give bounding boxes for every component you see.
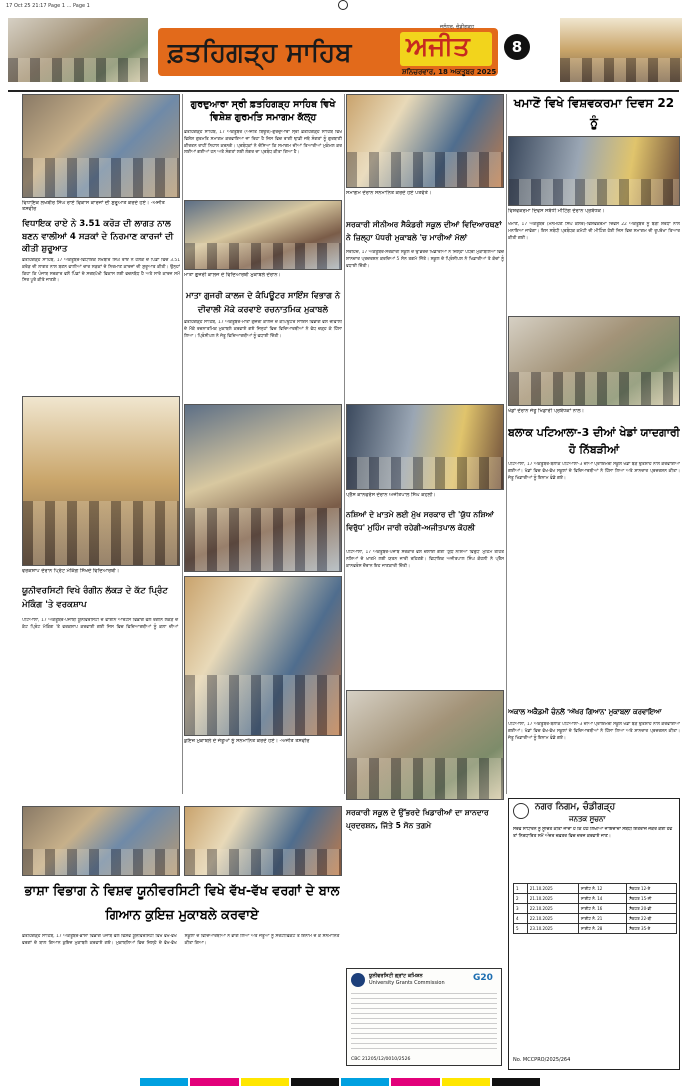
caption-block-sports: ਖੇਡਾਂ ਦੌਰਾਨ ਜੇਤੂ ਖਿਡਾਰੀ ਪ੍ਰਬੰਧਕਾਂ ਨਾਲ। [508,408,585,414]
table-row: 4 22.10.2025 ਸਾਈਟ ਨੰ. 21 ਸੈਕਟਰ 22-ਬੀ [514,914,677,924]
photo-mla-roads [22,94,180,198]
photo-quiz-hall [22,806,180,876]
article-computer-dept: ਫ਼ਤਹਿਗੜ੍ਹ ਸਾਹਿਬ, 17 ਅਕਤੂਬਰ-ਮਾਤਾ ਗੁਜਰੀ ਕਾਲਜ ਦੇ ਕੰਪਿਊਟਰ ਸਾਇੰਸ ਵਿਭਾਗ ਵਲੋਂ ਦੀਵਾਲੀ ਦੇ ਮੌਕੇ ਰਚਨਾਤਮਿਕ ਮੁਕਾਬਲੇ ਕਰਵਾਏ ਗਏ ਜਿਨ੍ਹਾਂ ਵਿਚ ਵਿਦਿਆਰਥੀਆਂ ਨੇ ਵੱਧ ਚੜ੍ਹ ਕੇ ਹਿੱਸਾ ਲਿਆ। ਪ੍ਰਿੰਸੀਪਲ ਨੇ ਜੇਤੂ ਵਿਦਿਆਰਥੀਆਂ ਨੂੰ ਵਧਾਈ ਦਿੱਤੀ। [184,320,342,339]
caption-printmaking: ਵਰਕਸ਼ਾਪ ਦੌਰਾਨ ਪ੍ਰਿੰਟ ਮੇਕਿੰਗ ਸਿੱਖਦੇ ਵਿਦਿਆਰਥੀ। [22,568,120,574]
article-gurmat-samagam: ਫ਼ਤਹਿਗੜ੍ਹ ਸਾਹਿਬ, 17 ਅਕਤੂਬਰ (ਅਜੀਤ ਬਿਊਰੋ)-ਗੁਰਦੁਆਰਾ ਸ੍ਰੀ ਫ਼ਤਹਿਗੜ੍ਹ ਸਾਹਿਬ ਵਿਖੇ ਵਿਸ਼ੇਸ਼ ਗੁਰਮਤਿ ਸਮਾਗਮ ਕਰਵਾਇਆ ਜਾ ਰਿਹਾ ਹੈ ਜਿਸ ਵਿਚ ਰਾਗੀ ਢਾਡੀ ਜਥੇ ਸੰਗਤਾਂ ਨੂੰ ਗੁਰਬਾਣੀ ਕੀਰਤਨ ਰਾਹੀਂ ਨਿਹਾਲ ਕਰਨਗੇ। ਪ੍ਰਬੰਧਕਾਂ ਨੇ ਦੱਸਿਆ ਕਿ ਸਮਾਗਮ ਦੀਆਂ ਤਿਆਰੀਆਂ ਮੁਕੰਮਲ ਕਰ ਲਈਆਂ ਗਈਆਂ ਹਨ ਅਤੇ ਸੰਗਤਾਂ ਲਈ ਲੰਗਰ ਦਾ ਪ੍ਰਬੰਧ ਕੀਤਾ ਗਿਆ ਹੈ। [184,130,342,156]
ugc-footer: CBC 21205/12/0010/2526 [351,1057,411,1062]
edition-line: ਜਲੰਧਰ, ਚੰਡੀਗੜ੍ਹ [440,24,475,30]
masthead [0,12,687,90]
headline-computer-dept: ਮਾਤਾ ਗੁਜਰੀ ਕਾਲਜ ਦੇ ਕੰਪਿਊਟਰ ਸਾਇੰਸ ਵਿਭਾਗ ਨੇ ਦੀਵਾਲੀ ਮੌਕੇ ਕਰਵਾਏ ਰਚਨਾਤਮਿਕ ਮੁਕਾਬਲੇ [185,290,341,314]
ugc-ad-text [351,993,497,1053]
mc-public-notice [508,798,680,1070]
photo-block-sports [508,316,680,406]
photo-college-students [184,200,342,270]
page-number: 8 [504,34,530,60]
photo-school-athletes [346,690,504,800]
headline-printmaking: ਯੂਨੀਵਰਸਿਟੀ ਵਿਖੇ ਰੰਗੀਨ ਲੱਕੜ ਦੇ ਕੱਟ ਪ੍ਰਿੰਟ ਮੇਕਿੰਗ 'ਤੇ ਵਰਕਸ਼ਾਪ [22,586,168,610]
ugc-emblem-icon [351,973,365,987]
article-mla-roads: ਫ਼ਤਹਿਗੜ੍ਹ ਸਾਹਿਬ, 17 ਅਕਤੂਬਰ-ਵਿਧਾਇਕ ਲਖਬੀਰ ਸਿੰਘ ਰਾਏ ਨੇ ਹਲਕੇ ਦੇ ਪਿੰਡਾਂ ਵਿਚ 3.51 ਕਰੋੜ ਦੀ ਲਾਗਤ ਨਾਲ ਬਣਨ ਵਾਲੀਆਂ ਚਾਰ ਸੜਕਾਂ ਦੇ ਨਿਰਮਾਣ ਕਾਰਜਾਂ ਦੀ ਸ਼ੁਰੂਆਤ ਕੀਤੀ। ਉਨ੍ਹਾਂ ਕਿਹਾ ਕਿ ਪੰਜਾਬ ਸਰਕਾਰ ਵਲੋਂ ਪਿੰਡਾਂ ਦੇ ਸਰਬਪੱਖੀ ਵਿਕਾਸ ਲਈ ਵਚਨਬੱਧ ਹੈ ਅਤੇ ਸਾਰੇ ਕਾਰਜ ਸਮੇਂ ਸਿਰ ਪੂਰੇ ਕੀਤੇ ਜਾਣਗੇ। [22,258,180,284]
column-rule [344,94,345,794]
photo-press-conference [346,404,504,490]
photo-quiz-winners [184,806,342,876]
article-akal-academy: ਪਟਿਆਲਾ, 17 ਅਕਤੂਬਰ-ਬਲਾਕ ਪਟਿਆਲਾ-3 ਦੀਆਂ ਪ੍ਰਾਇਮਰੀ ਸਕੂਲ ਖੇਡਾਂ ਬੜੇ ਉਤਸ਼ਾਹ ਨਾਲ ਕਰਵਾਈਆਂ ਗਈਆਂ। ਖੇਡਾਂ ਵਿਚ ਵੱਖ-ਵੱਖ ਸਕੂਲਾਂ ਦੇ ਵਿਦਿਆਰਥੀਆਂ ਨੇ ਹਿੱਸਾ ਲਿਆ ਅਤੇ ਸ਼ਾਨਦਾਰ ਪ੍ਰਦਰਸ਼ਨ ਕੀਤਾ। ਜੇਤੂ ਖਿਡਾਰੀਆਂ ਨੂੰ ਇਨਾਮ ਵੰਡੇ ਗਏ। [508,722,680,741]
g20-badge: G20 [473,973,493,983]
masthead-rule [8,90,679,92]
photo-felicitation [346,94,504,188]
table-row: 2 21.10.2025 ਸਾਈਟ ਨੰ. 14 ਸੈਕਟਰ 15-ਸੀ [514,894,677,904]
table-row: 5 23.10.2025 ਸਾਈਟ ਨੰ. 28 ਸੈਕਟਰ 35-ਏ [514,924,677,934]
headline-school-athletes: ਸਰਕਾਰੀ ਸਕੂਲ ਦੇ ਉੱਭਰਦੇ ਖਿਡਾਰੀਆਂ ਦਾ ਸ਼ਾਨਦਾਰ ਪ੍ਰਦਰਸ਼ਨ, ਜਿੱਤੇ 5 ਸੋਨ ਤਗਮੇ [346,808,489,830]
notice-org: ਨਗਰ ਨਿਗਮ, ਚੰਡੀਗੜ੍ਹ [535,802,616,812]
headline-language-dept: ਭਾਸ਼ਾ ਵਿਭਾਗ ਨੇ ਵਿਸ਼ਵ ਯੂਨੀਵਰਸਿਟੀ ਵਿਖੇ ਵੱਖ-ਵੱਖ ਵਰਗਾਂ ਦੇ ਬਾਲ ਗਿਆਨ ਕੁਇਜ਼ ਮੁਕਾਬਲੇ ਕਰਵਾਏ [24,884,340,923]
caption-college: ਮਾਤਾ ਗੁਜਰੀ ਕਾਲਜ ਦੇ ਵਿਦਿਆਰਥੀ ਮੁਕਾਬਲੇ ਦੌਰਾਨ। [184,272,281,278]
mc-emblem-icon [513,803,529,819]
masthead-gurdwara-photo [8,18,148,82]
caption-felicitation: ਸਮਾਗਮ ਦੌਰਾਨ ਸਨਮਾਨਿਤ ਕਰਦੇ ਹੋਏ ਪਤਵੰਤੇ। [346,190,432,196]
print-color-bar [140,1078,540,1086]
article-language-dept: ਫ਼ਤਹਿਗੜ੍ਹ ਸਾਹਿਬ, 17 ਅਕਤੂਬਰ-ਭਾਸ਼ਾ ਵਿਭਾਗ ਪੰਜਾਬ ਵਲੋਂ ਵਿਸ਼ਵ ਯੂਨੀਵਰਸਿਟੀ ਵਿਖੇ ਵੱਖ-ਵੱਖ ਵਰਗਾਂ ਦੇ ਬਾਲ ਗਿਆਨ ਕੁਇਜ਼ ਮੁਕਾਬਲੇ ਕਰਵਾਏ ਗਏ। ਮੁਕਾਬਲਿਆਂ ਵਿਚ ਜ਼ਿਲ੍ਹੇ ਦੇ ਵੱਖ-ਵੱਖ ਸਕੂਲਾਂ ਦੇ ਵਿਦਿਆਰਥੀਆਂ ਨੇ ਭਾਗ ਲਿਆ ਅਤੇ ਜੇਤੂਆਂ ਨੂੰ ਸਰਟੀਫਿਕੇਟ ਤੇ ਇਨਾਮ ਦੇ ਕੇ ਸਨਮਾਨਿਤ ਕੀਤਾ ਗਿਆ। [22,934,340,946]
article-girls-students: ਸਰਹਿੰਦ, 17 ਅਕਤੂਬਰ-ਸਰਕਾਰੀ ਸਕੂਲ ਦੇ ਉੱਭਰਦੇ ਖਿਡਾਰੀਆਂ ਨੇ ਜ਼ਿਲ੍ਹਾ ਪੱਧਰੀ ਮੁਕਾਬਲਿਆਂ ਵਿਚ ਸ਼ਾਨਦਾਰ ਪ੍ਰਦਰਸ਼ਨ ਕਰਦਿਆਂ 5 ਸੋਨ ਤਗਮੇ ਜਿੱਤੇ। ਸਕੂਲ ਦੇ ਪ੍ਰਿੰਸੀਪਲ ਨੇ ਖਿਡਾਰੀਆਂ ਤੇ ਕੋਚਾਂ ਨੂੰ ਵਧਾਈ ਦਿੱਤੀ। [346,250,504,269]
headline-drugs-campaign: ਨਸ਼ਿਆਂ ਦੇ ਖ਼ਾਤਮੇ ਲਈ ਮੁੱਖ ਸਰਕਾਰ ਦੀ 'ਯੁੱਧ ਨਸ਼ਿਆਂ ਵਿਰੁੱਧ' ਮੁਹਿੰਮ ਜਾਰੀ ਰਹੇਗੀ-ਅਜੀਤਪਾਲ ਕੋਹਲੀ [346,510,494,532]
article-vishwakarma: ਖਮਾਣੋਂ, 17 ਅਕਤੂਬਰ (ਮਨਮੋਹਣ ਸਿੰਘ ਕਲੇਰ)-ਵਿਸ਼ਵਕਰਮਾ ਦਿਵਸ 22 ਅਕਤੂਬਰ ਨੂੰ ਬੜੀ ਸ਼ਰਧਾ ਨਾਲ ਮਨਾਇਆ ਜਾਵੇਗਾ। ਇਸ ਸਬੰਧੀ ਪ੍ਰਬੰਧਕ ਕਮੇਟੀ ਦੀ ਮੀਟਿੰਗ ਹੋਈ ਜਿਸ ਵਿਚ ਸਮਾਗਮ ਦੀ ਰੂਪਰੇਖਾ ਤਿਆਰ ਕੀਤੀ ਗਈ। [508,222,680,241]
ugc-advertisement [346,968,502,1066]
photo-punjabi-university [184,576,342,736]
table-row: 3 22.10.2025 ਸਾਈਟ ਨੰ. 16 ਸੈਕਟਰ 20-ਡੀ [514,904,677,914]
caption-university: ਕੁਇਜ਼ ਮੁਕਾਬਲੇ ਦੇ ਜੇਤੂਆਂ ਨੂੰ ਸਨਮਾਨਿਤ ਕਰਦੇ ਹੋਏ। -ਅਜੀਤ ਤਸਵੀਰ [184,738,310,744]
caption-press: ਪ੍ਰੈੱਸ ਕਾਨਫਰੰਸ ਦੌਰਾਨ ਅਜੀਤਪਾਲ ਸਿੰਘ ਕੋਹਲੀ। [346,492,436,498]
column-rule [506,94,507,794]
notice-table [513,883,677,934]
headline-block-sports: ਬਲਾਕ ਪਟਿਆਲਾ-3 ਦੀਆਂ ਖੇਡਾਂ ਯਾਦਗਾਰੀ ਹੋ ਨਿੱਬੜੀਆਂ [508,426,680,456]
notice-title: ਜਨਤਕ ਸੂਚਨਾ [569,815,606,823]
notice-intro: ਸਰਵ ਸਾਧਾਰਨ ਨੂੰ ਸੂਚਿਤ ਕੀਤਾ ਜਾਂਦਾ ਹੈ ਕਿ ਹੇਠ ਲਿਖੀਆਂ ਜਾਇਦਾਦਾਂ ਸਬੰਧੀ ਇਤਰਾਜ਼ ਜੇਕਰ ਕੋਈ ਹੋਵੇ ਤਾਂ ਨਿਰਧਾਰਿਤ ਸਮੇਂ ਅੰਦਰ ਦਫ਼ਤਰ ਵਿਚ ਦਰਜ ਕਰਵਾਏ ਜਾਣ। [513,827,673,839]
table-row: 1 21.10.2025 ਸਾਈਟ ਨੰ. 12 ਸੈਕਟਰ 12-ਏ [514,884,677,894]
caption-vishwakarma: ਵਿਸ਼ਵਕਰਮਾ ਦਿਵਸ ਸਬੰਧੀ ਮੀਟਿੰਗ ਦੌਰਾਨ ਪ੍ਰਬੰਧਕ। [508,208,605,214]
caption-mla-roads: ਵਿਧਾਇਕ ਲਖਬੀਰ ਸਿੰਘ ਰਾਏ ਵਿਕਾਸ ਕਾਰਜਾਂ ਦੀ ਸ਼ੁਰੂਆਤ ਕਰਦੇ ਹੋਏ। -ਅਜੀਤ ਤਸਵੀਰ [22,200,165,212]
photo-printmaking [22,396,180,566]
registration-mark [338,0,348,10]
headline-akal-academy: ਅਕਾਲ ਅਕੈਡਮੀ ਚੰਨਲੋਂ 'ਅੱਖਰ ਗਿਆਨ' ਮੁਕਾਬਲਾ ਕਰਵਾਇਆ [508,708,662,716]
photo-college-group [184,404,342,572]
masthead-fort-photo [560,18,682,82]
ajit-logo: ਅਜੀਤ [406,32,470,62]
headline-vishwakarma: ਖਮਾਣੋਂ ਵਿਖੇ ਵਿਸ਼ਵਕਰਮਾ ਦਿਵਸ 22 ਨੂੰ [513,96,675,129]
headline-girls-students: ਸਰਕਾਰੀ ਸੀਨੀਅਰ ਸੈਕੰਡਰੀ ਸਕੂਲ ਦੀਆਂ ਵਿਦਿਆਰਥਣਾਂ ਨੇ ਜ਼ਿਲ੍ਹਾ ਪੱਧਰੀ ਮੁਕਾਬਲੇ 'ਚ ਮਾਰੀਆਂ ਮੱਲਾਂ [346,220,502,242]
photo-vishwakarma-meeting [508,136,680,206]
masthead-title: ਫ਼ਤਹਿਗੜ੍ਹ ਸਾਹਿਬ [168,38,352,68]
article-block-sports: ਪਟਿਆਲਾ, 17 ਅਕਤੂਬਰ-ਬਲਾਕ ਪਟਿਆਲਾ-3 ਦੀਆਂ ਪ੍ਰਾਇਮਰੀ ਸਕੂਲ ਖੇਡਾਂ ਬੜੇ ਉਤਸ਼ਾਹ ਨਾਲ ਕਰਵਾਈਆਂ ਗਈਆਂ। ਖੇਡਾਂ ਵਿਚ ਵੱਖ-ਵੱਖ ਸਕੂਲਾਂ ਦੇ ਵਿਦਿਆਰਥੀਆਂ ਨੇ ਹਿੱਸਾ ਲਿਆ ਅਤੇ ਸ਼ਾਨਦਾਰ ਪ੍ਰਦਰਸ਼ਨ ਕੀਤਾ। ਜੇਤੂ ਖਿਡਾਰੀਆਂ ਨੂੰ ਇਨਾਮ ਵੰਡੇ ਗਏ। [508,462,680,481]
headline-gurmat-samagam: ਗੁਰਦੁਆਰਾ ਸ੍ਰੀ ਫ਼ਤਹਿਗੜ੍ਹ ਸਾਹਿਬ ਵਿਖੇ ਵਿਸ਼ੇਸ਼ ਗੁਰਮਤਿ ਸਮਾਗਮ ਕੱਲ੍ਹ [190,99,336,123]
print-slug: 17 Oct 25 21:17 Page 1 ... Page 1 [6,3,90,9]
ugc-org-pa: ਯੂਨੀਵਰਸਿਟੀ ਗ੍ਰਾਂਟ ਕਮਿਸ਼ਨ [369,973,423,979]
article-drugs-campaign: ਪਟਿਆਲਾ, 17 ਅਕਤੂਬਰ-ਪੰਜਾਬ ਸਰਕਾਰ ਵਲੋਂ ਚਲਾਈ ਗਈ 'ਯੁੱਧ ਨਸ਼ਿਆਂ ਵਿਰੁੱਧ' ਮੁਹਿੰਮ ਤਹਿਤ ਨਸ਼ਿਆਂ ਦੇ ਖ਼ਾਤਮੇ ਲਈ ਯਤਨ ਜਾਰੀ ਰਹਿਣਗੇ। ਵਿਧਾਇਕ ਅਜੀਤਪਾਲ ਸਿੰਘ ਕੋਹਲੀ ਨੇ ਪ੍ਰੈੱਸ ਕਾਨਫਰੰਸ ਦੌਰਾਨ ਇਹ ਜਾਣਕਾਰੀ ਦਿੱਤੀ। [346,550,504,569]
headline-mla-roads: ਵਿਧਾਇਕ ਰਾਏ ਨੇ 3.51 ਕਰੋੜ ਦੀ ਲਾਗਤ ਨਾਲ ਬਣਨ ਵਾਲੀਆਂ 4 ਸੜਕਾਂ ਦੇ ਨਿਰਮਾਣ ਕਾਰਜਾਂ ਦੀ ਕੀਤੀ ਸ਼ੁਰੂਆਤ [22,219,174,254]
notice-footer: No. MCCPRO/2025/264 [513,1057,571,1063]
issue-date: ਸ਼ਨਿਚਰਵਾਰ, 18 ਅਕਤੂਬਰ 2025 [402,68,497,76]
ugc-org-en: University Grants Commission [369,980,445,986]
article-printmaking: ਪਟਿਆਲਾ, 17 ਅਕਤੂਬਰ-ਪੰਜਾਬੀ ਯੂਨੀਵਰਸਿਟੀ ਦੇ ਫਾਈਨ ਆਰਟਸ ਵਿਭਾਗ ਵਲੋਂ ਰੰਗੀਨ ਲੱਕੜ ਦੇ ਕੱਟ ਪ੍ਰਿੰਟ ਮੇਕਿੰਗ 'ਤੇ ਵਰਕਸ਼ਾਪ ਕਰਵਾਈ ਗਈ ਜਿਸ ਵਿਚ ਵਿਦਿਆਰਥੀਆਂ ਨੂੰ ਕਲਾ ਦੀਆਂ [22,618,178,630]
